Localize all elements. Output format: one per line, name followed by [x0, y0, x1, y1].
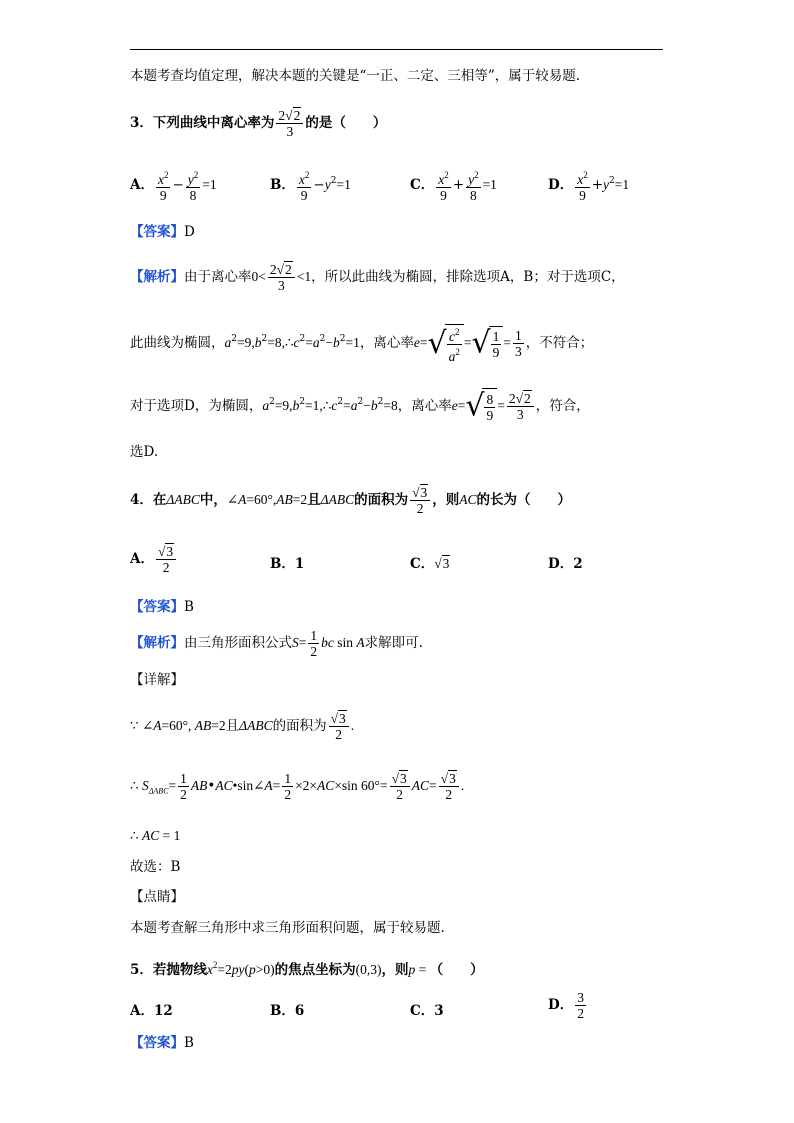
intro-text: 本题考查均值定理，解决本题的关键是“一正、二定、三相等”，属于较易题.: [130, 68, 581, 84]
q5-option-b[interactable]: B．6: [270, 1003, 305, 1019]
q3-choose: 选D.: [130, 444, 159, 460]
q4-option-d[interactable]: D．2: [548, 556, 583, 572]
q3-eccentricity-fraction: $\frac{2√2}{3}$: [276, 108, 303, 139]
q3-analysis-line3: 对于选项D，为椭圆，$a^2=9,b^2=1,\therefore c^2=a^2-b^2=8$，离心率e=√ $\frac{8}{9}$ = $\frac{2√2}{3}$ ，符合，: [130, 388, 590, 424]
q5-answer: 【答案】B: [130, 1035, 194, 1051]
q5-option-a[interactable]: A．12: [130, 1003, 173, 1019]
q3-option-b[interactable]: B． $\frac{x^2}{9}$ $-y^2=1$: [270, 170, 351, 203]
q5-stem: 5．若抛物线$x^2=2py(p>0)$的焦点坐标为(0,3)，则p = （ ）: [130, 960, 484, 978]
q3-analysis-line1: 【解析】由于离心率0< $\frac{2√2}{3}$ <1，所以此曲线为椭圆，排除选项A，B；对于选项C，: [130, 262, 625, 293]
q4-stem: 4．在ΔABC中，∠A=60°,AB=2且ΔABC的面积为 $\frac{√3}{2}$ ，则AC的长为（ ）: [130, 485, 572, 516]
q4-detail-line2: ∴ $S_{\Delta ABC}=$ $\frac{1}{2}$ AB•AC•sin∠A= $\frac{1}{2}$ ×2×AC×sin 60°= $\frac{√3}{2}$ AC= $\frac{√3}{2}$ .: [130, 771, 465, 802]
q4-detail-line1: ∵ ∠A=60°, AB=2且ΔABC的面积为 $\frac{√3}{2}$ .: [130, 711, 355, 742]
q3-option-a[interactable]: A． $\frac{x^2}{9}$ − $\frac{y^2}{8}$ =1: [130, 170, 217, 203]
q4-answer: 【答案】B: [130, 599, 194, 615]
q4-option-a[interactable]: A． $\frac{√3}{2}$: [130, 544, 178, 575]
q3-stem-after: 的是（ ）: [305, 115, 387, 131]
q4-detail-tag: 【详解】: [130, 672, 184, 688]
q5-option-c[interactable]: C．3: [410, 1003, 444, 1019]
q4-choose: 故选：B: [130, 859, 181, 875]
q3-stem: [130, 108, 386, 139]
q3-stem-before: 下列曲线中离心率为: [152, 115, 275, 131]
q3-answer: 【答案】D: [130, 224, 195, 240]
q4-option-c[interactable]: C．√3: [410, 556, 450, 572]
q3-option-d[interactable]: D． $\frac{x^2}{9}$ $+y^2=1$: [548, 170, 630, 203]
header-rule: [130, 49, 663, 50]
q4-point-text: 本题考查解三角形中求三角形面积问题，属于较易题.: [130, 920, 445, 936]
q5-option-d[interactable]: D． $\frac{3}{2}$: [548, 990, 584, 1021]
q4-option-b[interactable]: B．1: [270, 556, 305, 572]
q4-analysis: 【解析】由三角形面积公式S= $\frac{1}{2}$ bc sin A求解即可.: [130, 628, 423, 659]
q3-option-c[interactable]: C． $\frac{x^2}{9}$ + $\frac{y^2}{8}$ =1: [410, 170, 497, 203]
q3-number: 3．: [130, 115, 153, 131]
q4-point-tag: 【点睛】: [130, 889, 184, 905]
q4-detail-line3: ∴ AC = 1: [130, 828, 181, 843]
q3-analysis-line2: 此曲线为椭圆，$a^2=9,b^2=8,\therefore c^2=a^2-b^2=1$，离心率e=√ $\frac{c^2}{a^2}$ =√ $\frac{1}{9}$ = $\frac{1}{3}$ ，不符合；: [130, 325, 594, 364]
